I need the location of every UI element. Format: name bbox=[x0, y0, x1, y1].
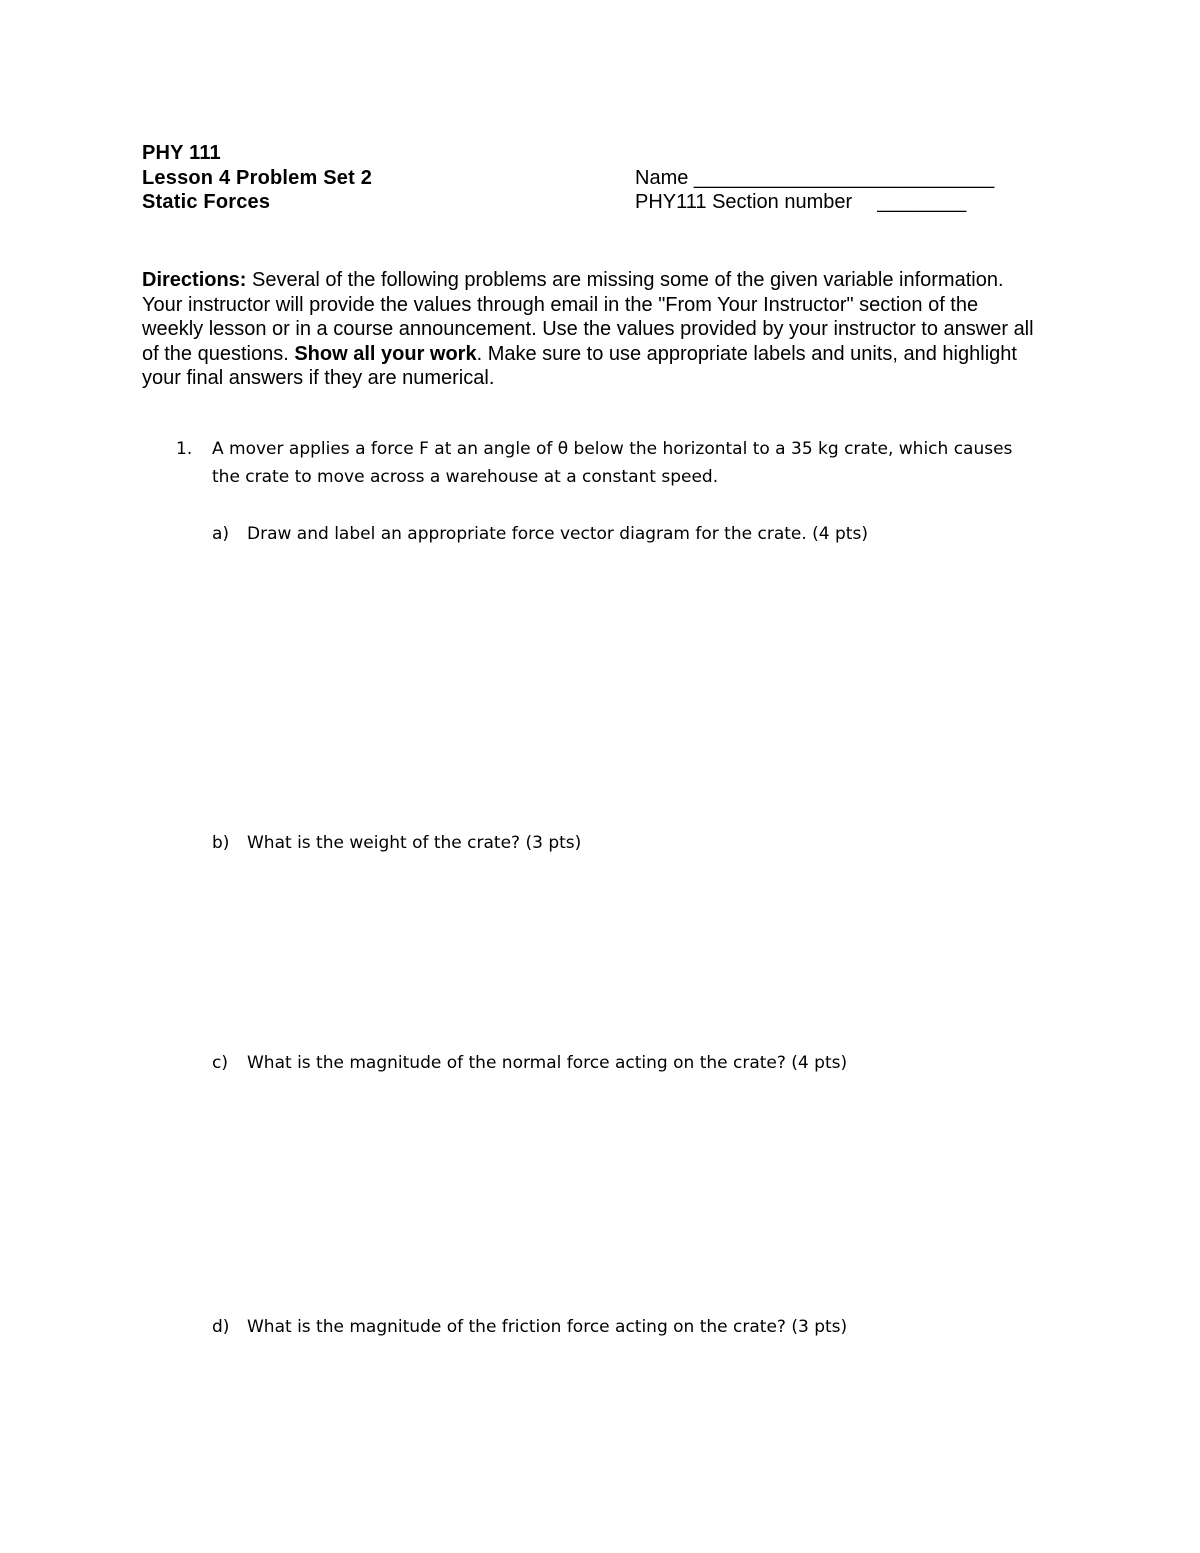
directions-text-2: . Make sure to use appropriate labels and units, and highlight your final answers if they are numerical. bbox=[142, 342, 1017, 390]
lesson-title: Lesson 4 Problem Set 2 bbox=[142, 167, 373, 189]
part-d-letter: d) bbox=[212, 1317, 230, 1337]
directions-paragraph bbox=[142, 268, 1042, 391]
part-b-question: What is the weight of the crate? (3 pts) bbox=[247, 833, 582, 853]
course-code: PHY 111 bbox=[142, 142, 221, 164]
problem-1-number: 1. bbox=[176, 439, 193, 459]
problem-1-line-1: A mover applies a force F at an angle of θ below the horizontal to a 35 kg crate, which causes bbox=[212, 439, 1013, 459]
part-a-question: Draw and label an appropriate force vector diagram for the crate. (4 pts) bbox=[247, 524, 868, 544]
section-number-field bbox=[635, 191, 966, 214]
name-field: Name ___________________________ bbox=[635, 167, 995, 189]
topic-title: Static Forces bbox=[142, 191, 271, 213]
part-b-letter: b) bbox=[212, 833, 230, 853]
section-number-blank: ________ bbox=[877, 191, 967, 213]
directions-emphasis: Show all your work bbox=[294, 342, 477, 365]
part-a-letter: a) bbox=[212, 524, 230, 544]
part-c-letter: c) bbox=[212, 1053, 228, 1073]
problem-1-line-2: the crate to move across a warehouse at a constant speed. bbox=[212, 467, 719, 487]
section-number-label: PHY111 Section number bbox=[635, 191, 853, 213]
directions-text-1: Several of the following problems are missing some of the given variable information. Your instructor will provide the values through email in the "From Your Instructor" section of the weekly lesson or in a course announcement. Use the values provided by your instructor to answer all of the questions. bbox=[142, 269, 1034, 365]
directions-label: Directions: bbox=[142, 269, 247, 291]
part-c-question: What is the magnitude of the normal force acting on the crate? (4 pts) bbox=[247, 1053, 848, 1073]
part-d-question: What is the magnitude of the friction force acting on the crate? (3 pts) bbox=[247, 1317, 848, 1337]
